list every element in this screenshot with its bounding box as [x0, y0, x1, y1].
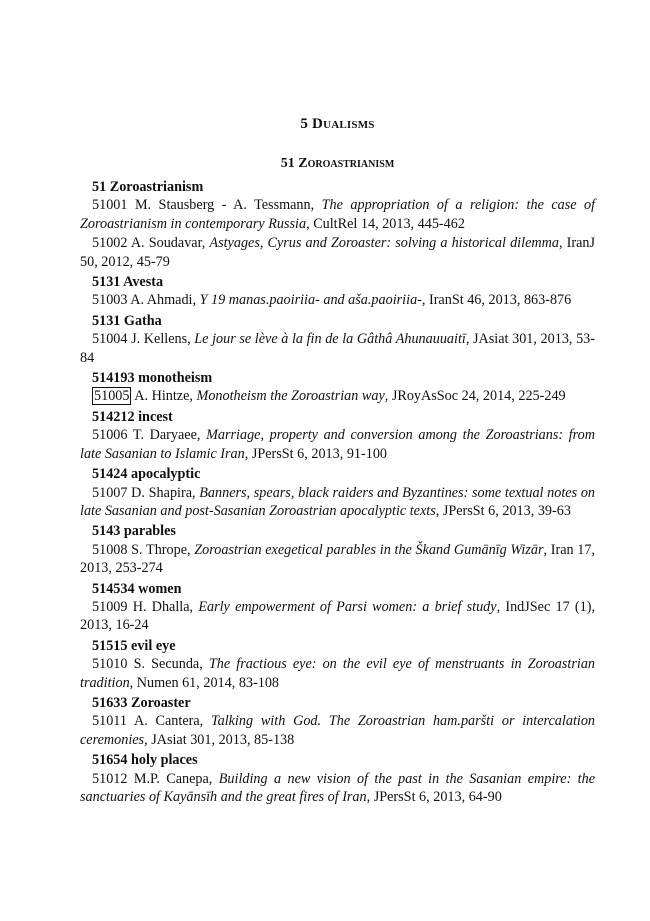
- bibliography-entry: [80, 330, 595, 367]
- entry-title: Y 19 manas.paoiriia- and aša.paoiriia-: [199, 292, 422, 309]
- bibliography-entry: [80, 598, 595, 635]
- entry-authors: T. Daryaee,: [132, 427, 201, 444]
- entry-source: , JAsiat 301, 2013, 85-138: [144, 731, 295, 748]
- entry-source: , JPersSt 6, 2013, 64-90: [366, 789, 502, 805]
- entry-number: 51005: [94, 388, 130, 405]
- entry-number: 51010: [92, 656, 128, 673]
- entry-number: 51008: [92, 541, 128, 558]
- entry-authors: A. Soudavar,: [130, 235, 206, 252]
- entry-authors: J. Kellens,: [131, 331, 191, 348]
- bibliography-entry: [80, 655, 595, 692]
- entry-source: , JPersSt 6, 2013, 39-63: [435, 502, 571, 519]
- category-heading: 51654 holy places: [92, 752, 198, 769]
- entry-source: , JRoyAsSoc 24, 2014, 225-249: [384, 388, 566, 405]
- entry-authors: A. Cantera,: [133, 713, 204, 730]
- bibliography-entry: [80, 291, 595, 309]
- bibliography-entry: [80, 712, 595, 749]
- entry-number: 51002: [92, 235, 128, 252]
- category-heading: 5143 parables: [92, 523, 176, 540]
- entry-title: The fractious eye: on the evil eye of menstruants in Zoroastrian tradition: [80, 656, 596, 691]
- bibliography-entry: [80, 541, 595, 578]
- entry-authors: M. Stausberg - A. Tessmann,: [134, 197, 315, 214]
- bibliography-entry: [80, 387, 595, 405]
- section-number: 51: [280, 156, 295, 171]
- entry-authors: S. Thrope,: [131, 541, 191, 558]
- entry-source: , IndJSec 17 (1), 2013, 16-24: [80, 598, 596, 634]
- entry-source: , Iran 17, 2013, 253-274: [80, 541, 596, 577]
- entry-number: 51009: [92, 598, 128, 615]
- section-name: Zoroastrianism: [298, 156, 395, 171]
- entry-title: Monotheism the Zoroastrian way: [196, 388, 385, 405]
- entry-number: 51011: [92, 713, 127, 730]
- entry-source: , IranSt 46, 2013, 863-876: [421, 292, 572, 309]
- entry-number: 51006: [92, 427, 128, 444]
- chapter-name: Dualisms: [312, 116, 375, 132]
- bibliography-entry: [80, 484, 595, 521]
- section-title: [80, 156, 595, 172]
- entry-source: , JAsiat 301, 2013, 53-84: [80, 331, 596, 366]
- entry-number: 51004: [92, 331, 128, 348]
- entry-title: The appropriation of a religion: the case of Zoroastrianism in contemporary Russia: [80, 197, 596, 232]
- chapter-title: [80, 116, 595, 133]
- entry-number: 51001: [92, 197, 128, 214]
- bibliography-entry: [80, 426, 595, 463]
- entry-title: Banners, spears, black raiders and Byzantines: some textual notes on late Sasanian and post-Sasanian Zoroastrian apocalyptic texts: [80, 484, 596, 519]
- entry-source: , CultRel 14, 2013, 445-462: [306, 215, 465, 232]
- entry-authors: A. Ahmadi,: [130, 292, 197, 309]
- entry-authors: A. Hintze,: [134, 388, 193, 405]
- entry-title: Building a new vision of the past in the Sasanian empire: the sanctuaries of Kayānsīh and the great fires of Iran: [80, 770, 596, 805]
- chapter-number: 5: [300, 116, 309, 132]
- bibliography-entry: [80, 234, 595, 271]
- entry-title: Le jour se lève à la fin de la Gâthâ Ahunauuaitī: [194, 331, 466, 348]
- bibliography-entry: [80, 196, 595, 233]
- entry-number: 51003: [92, 292, 128, 309]
- entry-title: Talking with God. The Zoroastrian ham.paršti or intercalation ceremonies: [80, 713, 596, 748]
- category-heading: 5131 Gatha: [92, 312, 162, 329]
- category-heading: 514212 incest: [92, 408, 173, 425]
- entry-source: , JPersSt 6, 2013, 91-100: [244, 445, 388, 462]
- category-heading: 514193 monotheism: [92, 370, 213, 387]
- entry-authors: S. Secunda,: [133, 656, 203, 673]
- bibliography-entry: [80, 770, 595, 807]
- entry-authors: M.P. Canepa,: [133, 770, 213, 787]
- entry-authors: D. Shapira,: [131, 484, 196, 501]
- entry-source: , IranJ 50, 2012, 45-79: [80, 235, 595, 270]
- category-heading: 5131 Avesta: [92, 274, 164, 291]
- entry-title: Zoroastrian exegetical parables in the Škand Gumānīg Wizār: [194, 541, 544, 558]
- category-heading: 51515 evil eye: [92, 637, 176, 654]
- category-heading: 51 Zoroastrianism: [92, 179, 204, 195]
- category-heading: 51633 Zoroaster: [92, 694, 191, 711]
- entry-title: Astyages, Cyrus and Zoroaster: solving a historical dilemma: [209, 235, 559, 252]
- bibliography-list: [80, 178, 595, 807]
- entry-title: Marriage, property and conversion among the Zoroastrians: from late Sasanian to Islamic Iran: [80, 427, 596, 462]
- entry-number: 51012: [92, 770, 128, 787]
- entry-title: Early empowerment of Parsi women: a brief study: [198, 598, 497, 615]
- category-heading: 51424 apocalyptic: [92, 466, 201, 483]
- entry-number: 51007: [92, 484, 128, 501]
- category-heading: 514534 women: [92, 580, 182, 597]
- entry-authors: H. Dhalla,: [132, 598, 194, 615]
- entry-source: , Numen 61, 2014, 83-108: [129, 674, 280, 691]
